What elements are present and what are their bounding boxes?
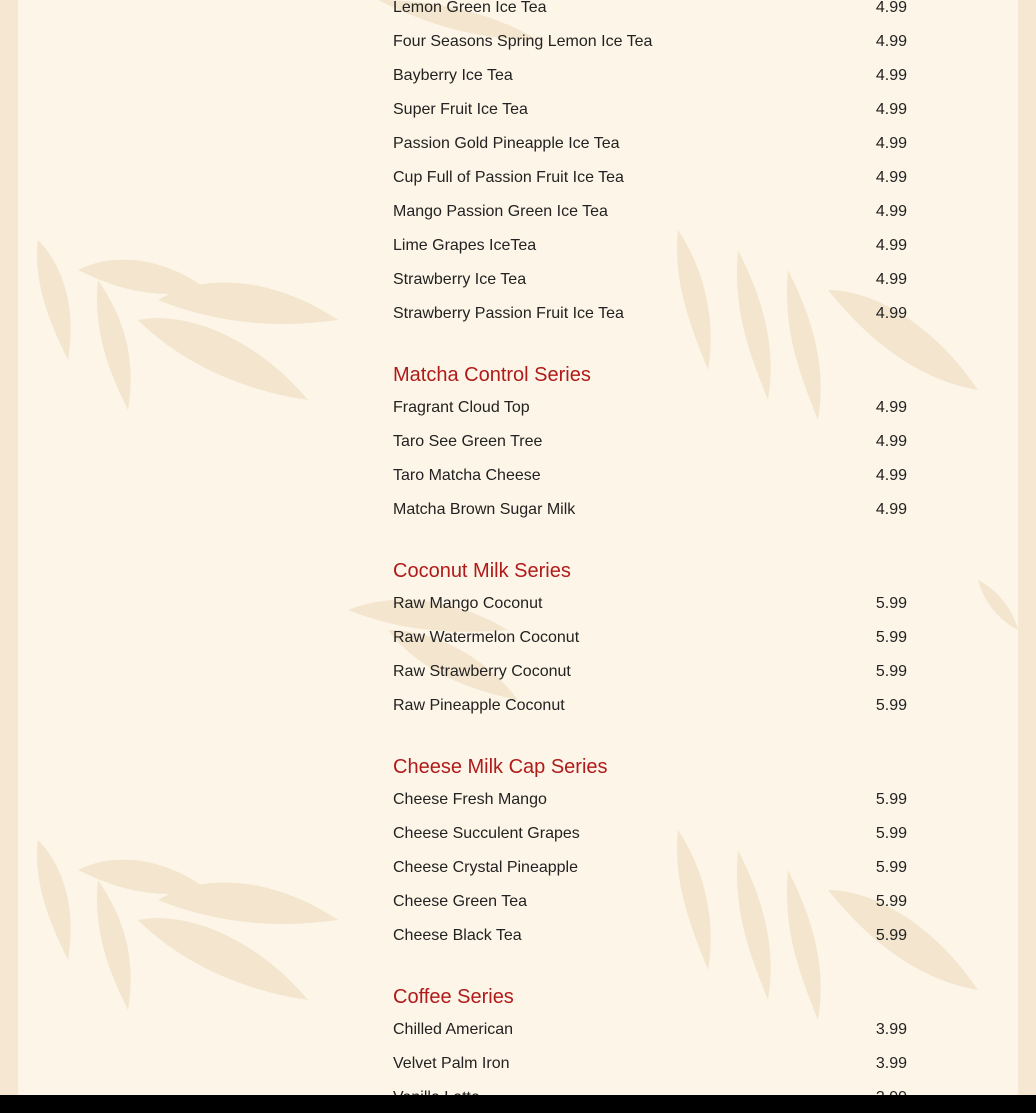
menu-item [393,304,907,328]
menu-item-name: Taro Matcha Cheese [393,467,541,484]
menu-item-price: 5.99 [875,697,907,714]
menu-item-name: Bayberry Ice Tea [393,67,513,84]
menu-item-price: 4.99 [875,67,907,84]
menu-item [393,696,907,720]
menu-item-name: Raw Strawberry Coconut [393,663,571,680]
menu-item-name: Cheese Fresh Mango [393,791,547,808]
menu-item [393,466,907,490]
menu-item [393,270,907,294]
menu-item [393,662,907,686]
menu-item-price: 5.99 [875,663,907,680]
menu-item-name: Fragrant Cloud Top [393,399,530,416]
menu-item-price: 4.99 [875,33,907,50]
menu-item [393,926,907,950]
menu-item [393,892,907,916]
menu-item [393,824,907,848]
menu-item [393,1020,907,1044]
section-title: Coffee Series [393,986,514,1008]
menu-item [393,790,907,814]
menu-item-price: 4.99 [875,305,907,322]
menu-item [393,398,907,422]
menu-item-price: 4.99 [875,271,907,288]
menu-item-name: Raw Watermelon Coconut [393,629,580,646]
menu-item-name: Velvet Palm Iron [393,1055,510,1072]
menu-item-name: Cheese Green Tea [393,893,528,910]
menu-item-price: 4.99 [875,101,907,118]
menu-item-price: 4.99 [875,399,907,416]
section-title: Matcha Control Series [393,364,591,386]
menu-item [393,66,907,90]
menu-item-name: Super Fruit Ice Tea [393,101,528,118]
menu-item-name: Lemon Green Ice Tea [393,0,547,16]
menu-item [393,0,907,22]
menu-item-name: Cheese Black Tea [393,927,522,944]
menu-item-price: 4.99 [875,169,907,186]
menu-item-name: Lime Grapes IceTea [393,237,537,254]
menu-panel [18,0,1018,1113]
menu-item-name: Matcha Brown Sugar Milk [393,501,576,518]
menu-item [393,858,907,882]
menu-item [393,1054,907,1078]
menu-item [393,100,907,124]
menu-item-price: 4.99 [875,433,907,450]
menu-item-price: 5.99 [875,927,907,944]
menu-item-name: Cup Full of Passion Fruit Ice Tea [393,169,624,186]
menu-item-price: 5.99 [875,825,907,842]
menu-item-name: Taro See Green Tree [393,433,543,450]
menu-item-name: Raw Mango Coconut [393,595,543,612]
menu-item [393,202,907,226]
menu-item-price: 3.99 [875,1021,907,1038]
menu-item-name: Chilled American [393,1021,514,1038]
section-title: Coconut Milk Series [393,560,571,582]
menu-item [393,134,907,158]
menu-item-name: Cheese Succulent Grapes [393,825,580,842]
menu-item-price: 4.99 [875,0,907,16]
menu-item-price: 5.99 [875,595,907,612]
bottom-bar [0,1095,1036,1113]
menu-item-name: Raw Pineapple Coconut [393,697,565,714]
menu-item-name: Passion Gold Pineapple Ice Tea [393,135,620,152]
menu-item-price: 3.99 [875,1055,907,1072]
menu-item-price: 5.99 [875,791,907,808]
menu-item-name: Four Seasons Spring Lemon Ice Tea [393,33,653,50]
menu-item [393,168,907,192]
menu-item-name: Strawberry Passion Fruit Ice Tea [393,305,624,322]
menu-item [393,594,907,618]
menu-item-price: 4.99 [875,501,907,518]
menu-item [393,32,907,56]
menu-item-name: Cheese Crystal Pineapple [393,859,578,876]
menu-item [393,628,907,652]
menu-item [393,500,907,524]
menu-item-price: 4.99 [875,237,907,254]
menu-item-price: 4.99 [875,203,907,220]
menu-item [393,432,907,456]
section-title: Cheese Milk Cap Series [393,756,608,778]
menu-item-price: 5.99 [875,893,907,910]
menu-item-name: Mango Passion Green Ice Tea [393,203,608,220]
menu-item-price: 5.99 [875,859,907,876]
menu-item-price: 5.99 [875,629,907,646]
menu-item-name: Strawberry Ice Tea [393,271,527,288]
menu-item [393,236,907,260]
menu-item-price: 4.99 [875,467,907,484]
menu-item-price: 4.99 [875,135,907,152]
